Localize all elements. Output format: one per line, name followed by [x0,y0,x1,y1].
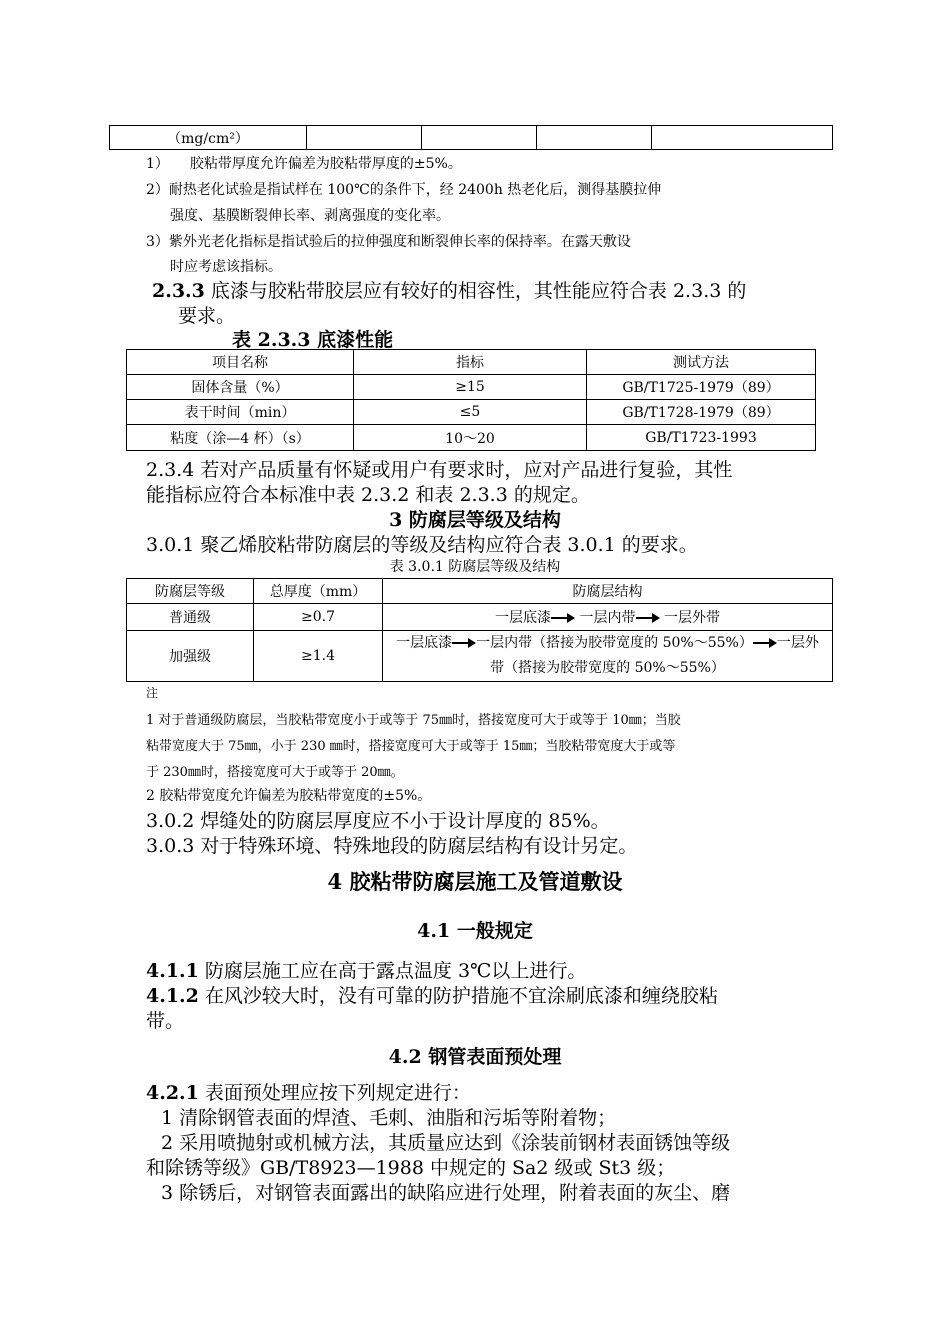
structure-line-2: 带（搭接为胶带宽度的 50%～55%） [490,660,725,676]
section-412-text: 在风沙较大时，没有可靠的防护措施不宜涂刷底漆和缠绕胶粘 [198,985,718,1007]
section-301: 3.0.1 聚乙烯胶粘带防腐层的等级及结构应符合表 3.0.1 的要求。 [146,534,698,556]
section-421-text: 表面预处理应按下列规定进行： [198,1082,471,1104]
table-301-note-1c: 于 230㎜时，搭接宽度可大于或等于 20㎜。 [146,765,404,780]
table-233-cell: GB/T1725-1979（89） [587,375,816,400]
arrow-right-icon [452,638,476,648]
table-301-note-1a: 1 对于普通级防腐层，当胶粘带宽度小于或等于 75㎜时，搭接宽度可大于或等于 10㎜；当胶 [146,713,681,728]
table-301 [126,578,833,682]
structure-outer-tape: 一层外 [776,635,819,651]
table-233-header: 项目名称 [127,350,354,375]
section-233-text: 底漆与胶粘带胶层应有较好的相容性，其性能应符合表 2.3.3 的 [204,280,747,302]
section-411 [146,956,586,983]
section-3-title: 3 防腐层等级及结构 [389,509,561,531]
section-233-number: 2.3.3 [152,280,205,302]
structure-line-1 [383,631,832,656]
table-233-cell: 固体含量（%） [127,375,354,400]
section-234-line2: 能指标应符合本标准中表 2.3.2 和表 2.3.3 的规定。 [146,484,590,506]
table-301-header: 总厚度（mm） [254,579,383,604]
section-41-title: 4.1 一般规定 [417,920,533,942]
table-301-structure-cell [383,631,833,682]
table-301-note-head: 注 [146,686,159,700]
section-234-line1: 2.3.4 若对产品质量有怀疑或用户有要求时，应对产品进行复验，其性 [146,459,733,481]
table-233-cell: GB/T1723-1993 [587,425,816,451]
structure-outer-tape: 一层外带 [663,610,720,626]
structure-primer: 一层底漆 [396,635,453,651]
table-301-note-2: 2 胶粘带宽度允许偏差为胶粘带宽度的±5%。 [146,788,432,804]
table-233-cell: 10～20 [354,425,587,451]
table-301-cell: 加强级 [127,631,254,682]
table-301-cell: 普通级 [127,604,254,631]
arrow-right-icon [636,613,660,623]
note-2-cont: 强度、基膜断裂伸长率、剥离强度的变化率。 [170,208,450,224]
section-411-text: 防腐层施工应在高于露点温度 3℃以上进行。 [198,960,587,982]
top-table-cell-empty [307,126,422,150]
section-421-item-3: 3 除锈后，对钢管表面露出的缺陷应进行处理，附着表面的灰尘、磨 [161,1182,731,1204]
table-233-header: 指标 [354,350,587,375]
section-42-title: 4.2 钢管表面预处理 [388,1046,562,1068]
section-421 [146,1078,471,1105]
table-233-header: 测试方法 [587,350,816,375]
structure-inner-tape: 一层内带（搭接为胶带宽度的 50%～55%） [476,635,753,651]
section-412-number: 4.1.2 [146,985,199,1007]
table-301-title: 表 3.0.1 防腐层等级及结构 [389,559,561,575]
table-301-header: 防腐层结构 [383,579,833,604]
table-233-cell: ≥15 [354,375,587,400]
table-233 [126,349,816,451]
table-301-cell: ≥0.7 [254,604,383,631]
section-421-number: 4.2.1 [146,1082,199,1104]
table-233-cell: 粘度（涂—4 杯）（s） [127,425,354,451]
section-412-line2: 带。 [146,1010,185,1032]
note-2: 2）耐热老化试验是指试样在 100℃的条件下，经 2400h 热老化后，测得基膜拉伸 [146,182,662,198]
note-3: 3）紫外光老化指标是指试验后的拉伸强度和断裂伸长率的保持率。在露天敷设 [146,234,631,250]
table-301-structure-cell [383,604,833,631]
table-233-cell: ≤5 [354,400,587,425]
table-301-header: 防腐层等级 [127,579,254,604]
note-1: 1） 胶粘带厚度允许偏差为胶粘带厚度的±5%。 [146,156,462,172]
section-4-title: 4 胶粘带防腐层施工及管道敷设 [327,869,623,894]
note-3-cont: 时应考虑该指标。 [170,259,282,275]
top-table-cell: （mg/cm²） [110,126,307,150]
top-table-cell-empty [652,126,833,150]
structure-inner-tape: 一层内带 [579,610,636,626]
top-table-cell-empty [537,126,652,150]
table-301-cell: ≥1.4 [254,631,383,682]
section-411-number: 4.1.1 [146,960,199,982]
arrow-right-icon [551,613,575,623]
table-301-note-1b: 粘带宽度大于 75㎜，小于 230 ㎜时，搭接宽度可大于或等于 15㎜；当胶粘带宽度大于或等 [146,739,676,754]
top-table-cell-empty [422,126,537,150]
arrow-right-icon [753,638,777,648]
section-233-line2: 要求。 [178,305,236,327]
section-421-item-2-cont: 和除锈等级》GB/T8923—1988 中规定的 Sa2 级或 St3 级； [146,1157,676,1179]
section-421-item-1: 1 清除钢管表面的焊渣、毛刺、油脂和污垢等附着物； [161,1107,617,1129]
table-233-cell: 表干时间（min） [127,400,354,425]
section-421-item-2: 2 采用喷抛射或机械方法，其质量应达到《涂装前钢材表面锈蚀等级 [161,1132,731,1154]
table-233-cell: GB/T1728-1979（89） [587,400,816,425]
section-302: 3.0.2 焊缝处的防腐层厚度应不小于设计厚度的 85%。 [146,810,610,832]
section-303: 3.0.3 对于特殊环境、特殊地段的防腐层结构有设计另定。 [146,835,638,857]
table-233-title: 表 2.3.3 底漆性能 [232,329,394,351]
section-412-line1 [146,981,718,1008]
section-233-line1 [152,276,746,303]
top-table-fragment [109,125,833,150]
structure-primer: 一层底漆 [495,610,552,626]
